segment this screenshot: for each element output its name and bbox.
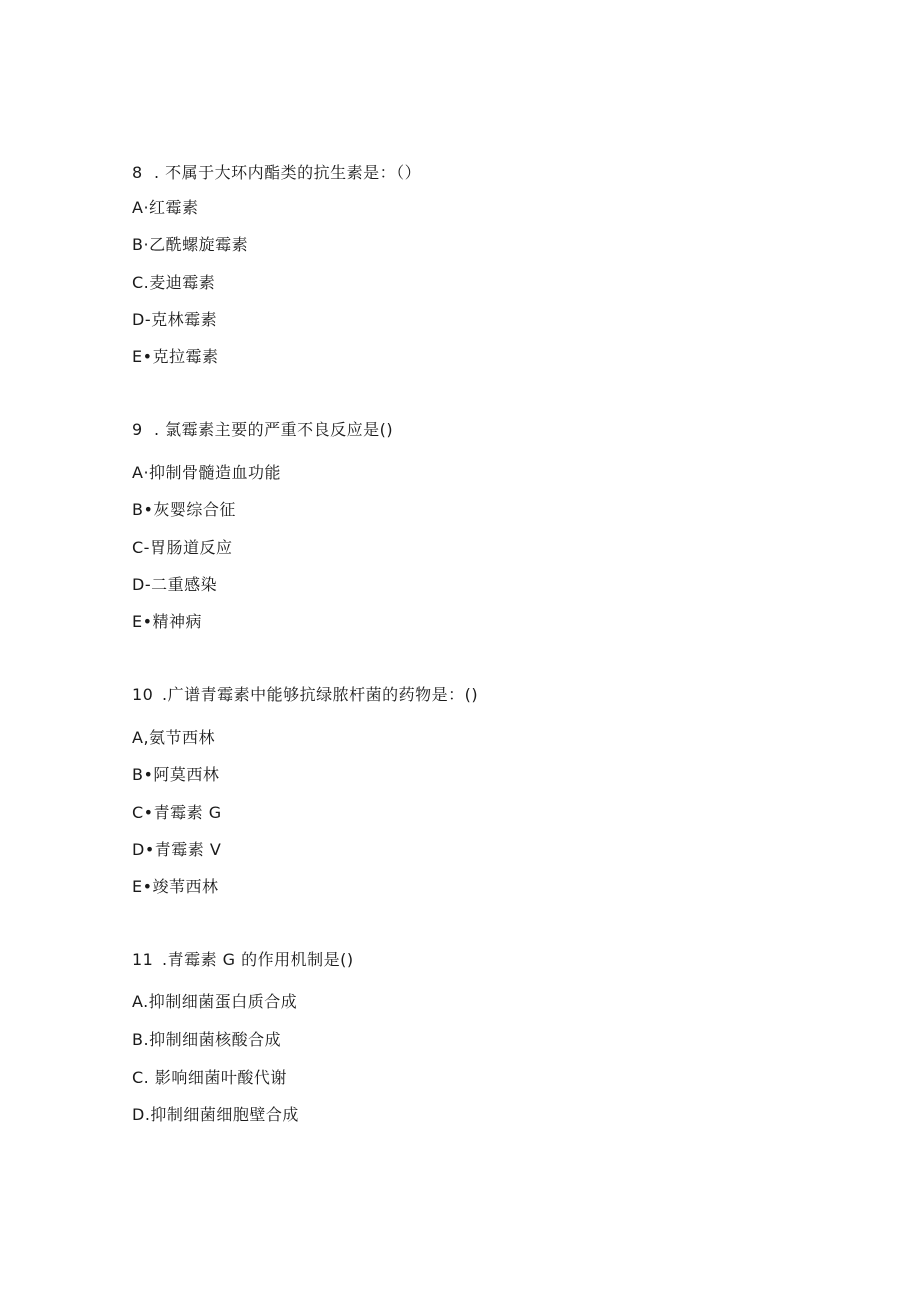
answer-option: E•克拉霉素 bbox=[132, 347, 219, 366]
answer-option: C.麦迪霉素 bbox=[132, 273, 216, 292]
question-number: 11 bbox=[132, 950, 154, 969]
answer-option: A·抑制骨髓造血功能 bbox=[132, 463, 282, 482]
answer-option: D.抑制细菌细胞壁合成 bbox=[132, 1105, 299, 1124]
question-number: 9 bbox=[132, 420, 143, 439]
answer-option: B·乙酰螺旋霉素 bbox=[132, 235, 249, 254]
answer-option: A·红霉素 bbox=[132, 198, 199, 217]
answer-option: E•竣苇西林 bbox=[132, 877, 219, 896]
answer-option: B•灰婴综合征 bbox=[132, 500, 236, 519]
question-stem bbox=[132, 420, 393, 440]
answer-option: E•精神病 bbox=[132, 612, 203, 631]
answer-option: B.抑制细菌核酸合成 bbox=[132, 1030, 282, 1049]
answer-option: C-胃肠道反应 bbox=[132, 538, 233, 557]
answer-option: D-二重感染 bbox=[132, 575, 218, 594]
answer-option: A.抑制细菌蛋白质合成 bbox=[132, 992, 298, 1011]
answer-option: D•青霉素 V bbox=[132, 840, 222, 859]
answer-option: C. 影响细菌叶酸代谢 bbox=[132, 1068, 287, 1087]
question-number: 10 bbox=[132, 685, 154, 704]
question-number: 8 bbox=[132, 163, 143, 182]
question-stem bbox=[132, 950, 354, 970]
question-stem bbox=[132, 685, 478, 705]
answer-option: B•阿莫西林 bbox=[132, 765, 220, 784]
question-text: .广谱青霉素中能够抗绿脓杆菌的药物是：() bbox=[162, 685, 479, 704]
question-text: . 不属于大环内酯类的抗生素是：（） bbox=[154, 163, 422, 182]
question-text: .青霉素 G 的作用机制是() bbox=[162, 950, 354, 969]
question-stem bbox=[132, 163, 421, 183]
answer-option: C•青霉素 G bbox=[132, 803, 222, 822]
answer-option: D-克林霉素 bbox=[132, 310, 218, 329]
question-text: . 氯霉素主要的严重不良反应是() bbox=[154, 420, 394, 439]
answer-option: A,氨节西林 bbox=[132, 728, 216, 747]
